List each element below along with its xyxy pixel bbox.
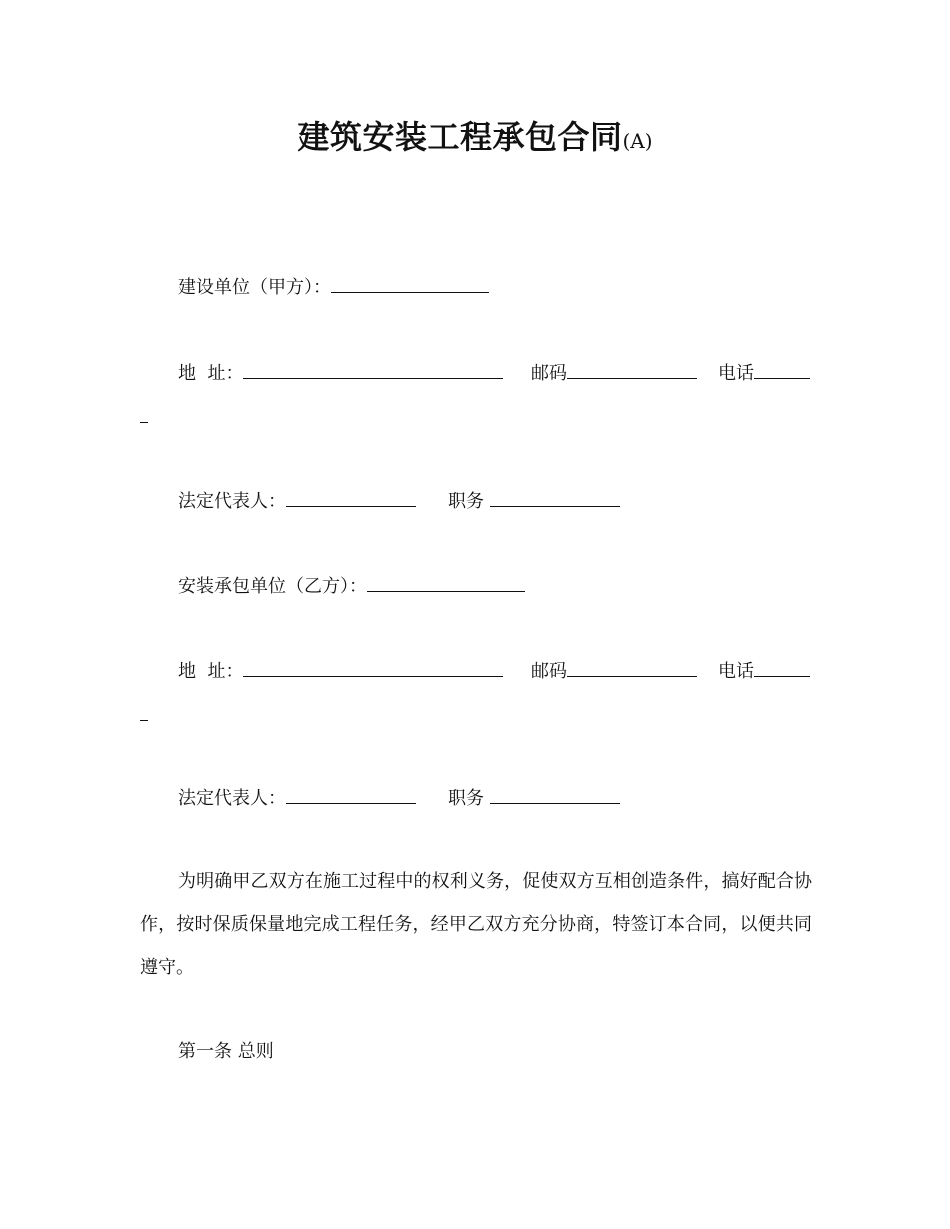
party-b-phone-field-continuation[interactable] <box>140 720 148 721</box>
document-title <box>0 112 950 158</box>
party-a-phone-label: 电话 <box>718 363 754 384</box>
party-a-address-label: 地 址： <box>178 363 244 384</box>
party-a-legal-rep-row <box>178 488 416 514</box>
party-a-address-row <box>178 360 503 386</box>
party-b-legal-rep-label: 法定代表人： <box>178 788 286 809</box>
party-a-legal-rep-label: 法定代表人： <box>178 491 286 512</box>
party-b-legal-rep-field[interactable] <box>286 785 416 804</box>
party-a-position-label: 职务 <box>448 491 484 512</box>
party-a-phone-field[interactable] <box>754 360 810 379</box>
party-b-position-field[interactable] <box>490 785 620 804</box>
party-b-legal-rep-row <box>178 785 416 811</box>
party-b-phone-row <box>718 658 810 684</box>
party-b-unit-row <box>178 573 525 599</box>
party-b-address-label: 地 址： <box>178 661 244 682</box>
party-b-postcode-row <box>531 658 697 684</box>
party-a-position-field[interactable] <box>490 488 620 507</box>
party-a-legal-rep-field[interactable] <box>286 488 416 507</box>
party-a-address-field[interactable] <box>243 360 503 379</box>
preamble-paragraph: 为明确甲乙双方在施工过程中的权利义务，促使双方互相创造条件，搞好配合协作，按时保质保量地完成工程任务，经甲乙双方充分协商，特签订本合同，以便共同遵守。 <box>140 871 812 978</box>
party-a-unit-row <box>178 274 489 300</box>
party-a-position-row <box>448 488 620 514</box>
party-b-position-row <box>448 785 620 811</box>
party-b-postcode-field[interactable] <box>567 658 697 677</box>
party-a-unit-label: 建设单位（甲方）： <box>178 277 331 298</box>
party-b-unit-field[interactable] <box>367 573 525 592</box>
party-a-postcode-label: 邮码 <box>531 363 567 384</box>
party-b-phone-label: 电话 <box>718 661 754 682</box>
party-a-phone-row <box>718 360 810 386</box>
party-b-address-field[interactable] <box>243 658 503 677</box>
title-suffix: (A) <box>622 129 653 153</box>
party-a-postcode-row <box>531 360 697 386</box>
party-b-address-row <box>178 658 503 684</box>
party-b-postcode-label: 邮码 <box>531 661 567 682</box>
party-b-unit-label: 安装承包单位（乙方）： <box>178 576 367 597</box>
party-b-position-label: 职务 <box>448 788 484 809</box>
party-b-phone-field[interactable] <box>754 658 810 677</box>
article-1-heading: 第一条 总则 <box>178 1041 274 1062</box>
party-a-unit-field[interactable] <box>331 274 489 293</box>
party-a-postcode-field[interactable] <box>567 360 697 379</box>
title-main: 建筑安装工程承包合同 <box>297 118 623 156</box>
party-a-phone-field-continuation[interactable] <box>140 422 148 423</box>
